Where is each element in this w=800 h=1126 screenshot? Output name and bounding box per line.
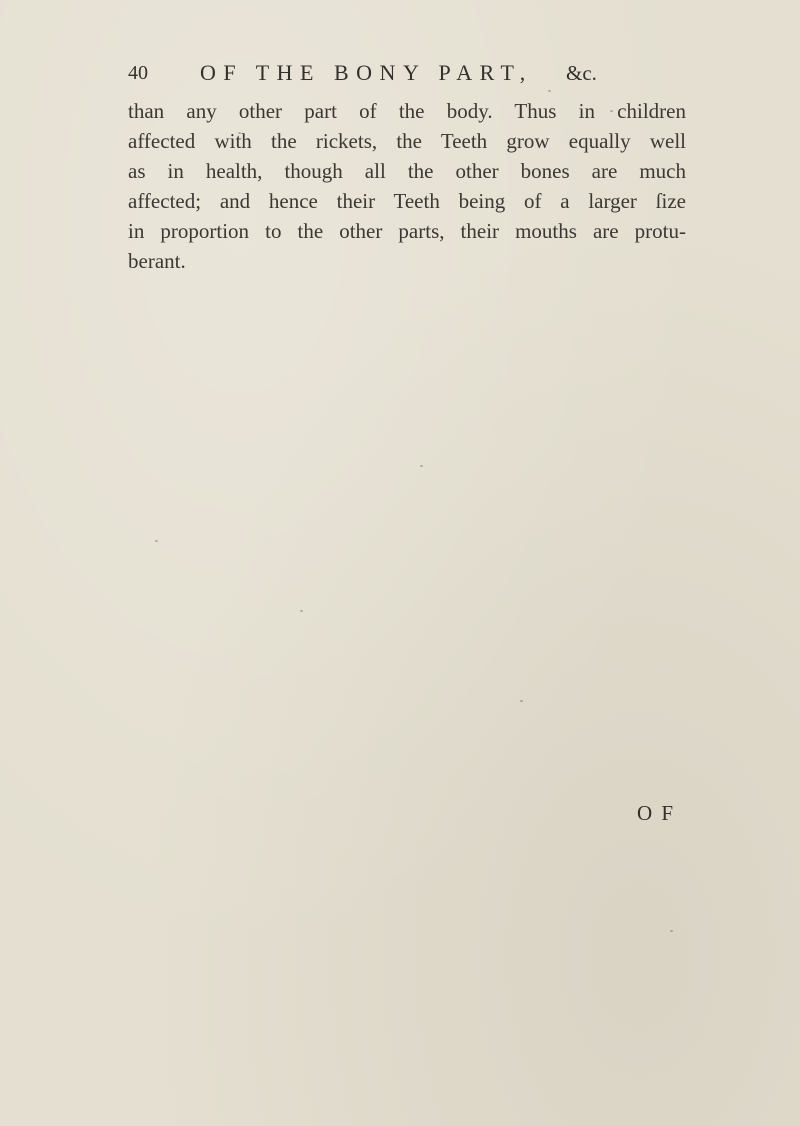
running-head: [128, 58, 648, 88]
paper-speck: [155, 540, 158, 542]
page-number: 40: [128, 62, 148, 84]
paper-speck: [548, 90, 551, 92]
running-head-title: OF THE BONY PART,: [200, 60, 533, 85]
text-line: affected; and hence their Teeth being of a larger ſize: [128, 189, 686, 213]
text-line: than any other part of the body. Thus in children: [128, 99, 686, 123]
running-head-etc: &c.: [566, 61, 597, 85]
paper-speck: [670, 930, 673, 932]
text-line: affected with the rickets, the Teeth grow equally well: [128, 129, 686, 153]
text-line: in proportion to the other parts, their mouths are protu-: [128, 219, 686, 243]
text-line: as in health, though all the other bones are much: [128, 159, 686, 183]
body-paragraph: [128, 96, 686, 276]
paper-speck: [520, 700, 523, 702]
paper-speck: [300, 610, 303, 612]
text-line: berant.: [128, 249, 186, 273]
paper-speck: [238, 132, 241, 134]
paper-speck: [420, 465, 423, 467]
catchword: O F: [637, 801, 676, 825]
paper-speck: [610, 110, 613, 112]
